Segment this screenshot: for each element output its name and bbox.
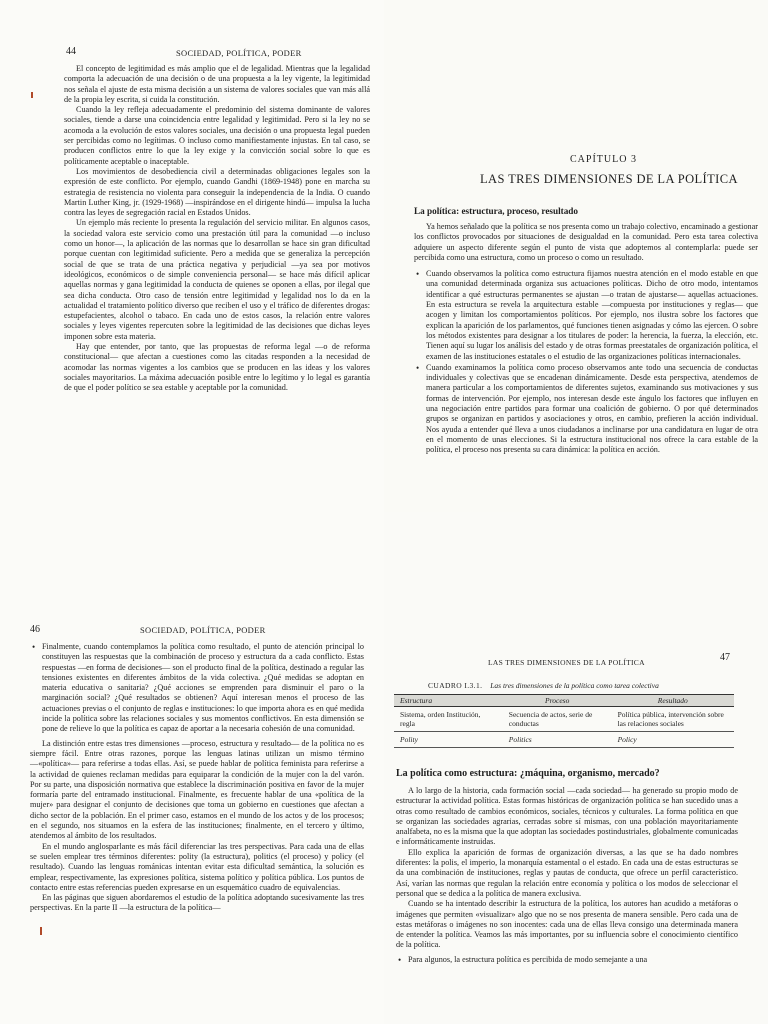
paragraph: El concepto de legitimidad es más amplio que el de legalidad. Mientras que la legalidad comporta la adecuación de una decisión o de una propuesta a la ley vigente, la legitimidad nos señala el ajuste de esta misma decisión a un sistema de valores sociales que van más allá de la propia ley escrita, si cuida la constitución.	[64, 64, 370, 104]
bullet-list	[30, 642, 364, 735]
bullet-list	[414, 269, 758, 455]
page-46	[0, 512, 384, 1024]
page-number: 47	[720, 652, 730, 663]
table-label: CUADRO I.3.1.	[428, 681, 483, 690]
margin-mark	[31, 92, 33, 98]
chapter-label: CAPÍTULO 3	[570, 154, 637, 165]
column-header: Estructura	[394, 695, 503, 707]
running-head: SOCIEDAD, POLÍTICA, PODER	[140, 625, 266, 635]
page-body	[396, 786, 738, 966]
bullet-list	[396, 955, 738, 965]
table-cell: Policy	[612, 732, 734, 748]
paragraph: Cuando la ley refleja adecuadamente el predominio del sistema dominante de valores sociales, tiende a darse una coincidencia entre legalidad y legitimidad. Pero si la ley no se acomoda a la evolución de estos valores sociales, una decisión o una propuesta legal pueden ser percibidas como no legítimas. O incluso como manifiestamente injustas. En tal caso, se producen conflictos entre lo que la ley exige y la convicción social sobre lo que es políticamente aceptable o inaceptable.	[64, 105, 370, 166]
table-title: Las tres dimensiones de la política como tarea colectiva	[490, 681, 659, 690]
paragraph: A lo largo de la historia, cada formación social —cada sociedad— ha generado su propio modo de estructurar la actividad política. Estas formas históricas de organización política se han sucedido unas a otras como resultado de cambios económicos, sociales, técnicos y culturales. La forma política en que se organizan las sociedades agrarias, cerradas sobre sí mismas, con una población mayoritariamente analfabeta, no es la misma que la que adoptan las sociedades postindustriales, globalmente comunicadas e informáticamente instruidas.	[396, 786, 738, 847]
table-cell: Politics	[503, 732, 612, 748]
paragraph: Hay que entender, por tanto, que las propuestas de reforma legal —o de reforma constitucional— que afectan a cuestiones como las citadas responden a la necesidad de acomodar las normas vigentes a los cambios que se producen en las ideas y los valores sociales mayoritarios. La máxima adecuación posible entre lo legítimo y lo legal es garantía de que el poder político se sea estable y aceptable por la comunidad.	[64, 342, 370, 393]
paragraph: Cuando se ha intentado describir la estructura de la política, los autores han acudido a metáforas o imágenes que permiten «visualizar» algo que no se nos presenta de manera sensible. Pero cada una de estas metáforas o imágenes no son inocentes: cada una de ellas lleva consigo una determinada manera de entender la política. Veamos las más importantes, por su influencia sobre el conocimiento científico de la política.	[396, 899, 738, 950]
list-item: • Para algunos, la estructura política es percibida de modo semejante a una	[408, 955, 738, 965]
section-title: La política como estructura: ¿máquina, organismo, mercado?	[396, 768, 660, 779]
paragraph: Los movimientos de desobediencia civil a determinadas obligaciones legales son la expresión de este conflicto. Por ejemplo, cuando Gandhi (1869-1948) pone en marcha su estrategia de resistencia no violenta para conseguir la independencia de la India. O cuando Martin Luther King, jr. (1929-1968) —inspirándose en el dirigente hindú— impulsa la lucha contra las leyes de segregación racial en Estados Unidos.	[64, 166, 370, 218]
table-cell: Política pública, intervención sobre las relaciones sociales	[612, 707, 734, 732]
page-number: 44	[66, 46, 76, 57]
chapter-title: LAS TRES DIMENSIONES DE LA POLÍTICA	[480, 172, 738, 186]
page-body	[414, 222, 758, 457]
section-title: La política: estructura, proceso, resultado	[414, 206, 578, 216]
page-body	[30, 642, 364, 914]
paragraph: Un ejemplo más reciente lo presenta la regulación del servicio militar. En algunos casos, la sociedad valora este servicio como una prestación útil para la comunidad —o incluso como un honor—, la aplicación de las normas que lo desarrollan se hace sin gran dificultad porque cuentan con legitimidad suficiente. Pero a medida que se generaliza la percepción social de que se trata de una práctica negativa y perjudicial —ya sea por motivos ideológicos, económicos o de simple conveniencia personal— se hace más difícil aplicar aquellas normas y gana legitimidad la conducta de quienes se oponen a ellas, por ilegal que sea dicha conducta. Otro caso de tensión entre legitimidad y legalidad nos lo da en la actualidad el tratamiento político diverso que reciben el uso y el tráfico de diferentes drogas: estupefacientes, alcohol o tabaco. En cada uno de estos casos, la relación entre valores sociales y leyes vigentes repercuten sobre la legitimidad de las decisiones que dichas leyes imponen sobre esta materia.	[64, 218, 370, 341]
table-caption	[428, 681, 659, 690]
page-number: 46	[30, 624, 40, 635]
table-cell: Sistema, orden Institución, regla	[394, 707, 503, 732]
paragraph: Ya hemos señalado que la política se nos presenta como un trabajo colectivo, encaminado a gestionar los conflictos provocados por situaciones de desigualdad en la comunidad. Pero esta tarea colectiva adquiere un aspecto diferente según el punto de vista que adoptemos al contemplarla: puede ser percibida como una estructura, como un proceso o como un resultado.	[414, 222, 758, 262]
list-item: • Cuando observamos la política como estructura fijamos nuestra atención en el modo estable en que una comunidad determinada organiza sus actuaciones políticas. Dicho de otro modo, intentamos identificar a qué estructuras permanentes se ajustan —o tratan de ajustarse— aquellas actuaciones. En esta estructura se revela la arquitectura estable —compuesta por instituciones y reglas— que acogen y limitan los comportamientos políticos. Por ejemplo, nos ilustra sobre los factores que explican la aparición de los parlamentos, qué funciones tienen asignadas y cómo las ejercen. O sobre los métodos existentes para designar a los titulares de poder: la herencia, la fuerza, la elección, etc. Tienen aquí su lugar los análisis del estado y de otras formas preestatales de organización política, el examen de las instituciones estatales o el estudio de las organizaciones políticas internacionales.	[426, 269, 758, 362]
page-body	[64, 64, 370, 394]
margin-mark	[40, 927, 42, 935]
dimensions-table	[394, 694, 734, 748]
running-head: LAS TRES DIMENSIONES DE LA POLÍTICA	[488, 658, 645, 667]
paragraph: En las páginas que siguen abordaremos el estudio de la política adoptando sucesivamente las tres perspectivas. En la parte II —la estructura de la política—	[30, 893, 364, 913]
list-item: • Cuando examinamos la política como proceso observamos ante todo una secuencia de conductas individuales y colectivas que se encadenan dinámicamente. Desde esta perspectiva, atendemos de manera particular a los comportamientos de diferentes sujetos, examinando sus motivaciones y sus formas de intervención. Por ejemplo, nos interesan desde este ángulo los factores que influyen en una negociación entre partidos para formar una coalición de gobierno. O por qué determinados grupos se organizan en partidos y asociaciones y otros, en cambio, prefieren la acción individual. Nos ayuda a entender qué lleva a unos ciudadanos a inclinarse por una candidatura en lugar de otra en el momento de unas elecciones. Si la estructura institucional nos ofrece la cara estable de la política, el proceso nos presenta su cara dinámica: la política en acción.	[426, 363, 758, 456]
page-47	[384, 512, 768, 1024]
paragraph: En el mundo anglosparlante es más fácil diferenciar las tres perspectivas. Para cada una de ellas se suelen emplear tres términos diferentes: polity (la estructura), politics (el proceso) y policy (el resultado). Cuando las lenguas románicas intentan evitar esta dificultad semántica, la solución es emplear, respectivamente, las expresiones política, sistema político y política pública. Los puntos de contacto entre estas referencias pueden expresarse en un esquemático cuadro de equivalencias.	[30, 841, 364, 892]
page-45	[384, 0, 768, 512]
list-item: • Finalmente, cuando contemplamos la política como resultado, el punto de atención principal lo constituyen las respuestas que la combinación de proceso y estructura da a cada conflicto. Estas respuestas —en forma de decisiones— son el producto final de la política, destinado a regular las tensiones existentes en diferentes ámbitos de la vida colectiva. ¿Qué medidas se adoptan en materia educativa o sanitaria? ¿Qué acciones se emprenden para disminuir el paro o la marginación social? ¿Qué resultados se obtienen? Aquí interesan menos el proceso de las actuaciones previas o el conjunto de reglas e instituciones: lo que importa ahora es en qué medida incide la política sobre las relaciones sociales y sus momentos conflictivos. En esta dimensión se pone de relieve lo que la política es capaz de aportar a la necesaria cohesión de una comunidad.	[42, 642, 364, 735]
column-header: Resultado	[612, 695, 734, 707]
table-header-row	[394, 695, 734, 707]
table-row	[394, 707, 734, 732]
table-cell: Polity	[394, 732, 503, 748]
page-44	[0, 0, 384, 512]
table-row	[394, 732, 734, 748]
paragraph: La distinción entre estas tres dimensiones —proceso, estructura y resultado— de la política no es siempre fácil. Entre otras razones, porque las lenguas latinas utilizan un mismo término —«política»— para referirse a todas ellas. Así, se puede hablar de política feminista para referirse a la actividad de quienes reclaman medidas para equiparar la condición de la mujer con la del varón. Por su parte, una disposición normativa que establece la discriminación positiva en favor de la mujer formaría parte del entramado institucional. Finalmente, es frecuente hablar de una «política de la mujer» para designar el conjunto de decisiones que toma un gobierno en cuestiones que afectan a dicho sector de la población. En el primer caso, estamos en el mundo de los actos y de los procesos; en el segundo, nos situamos en la esfera de las instituciones; finalmente, en el tercero y último, atendemos al ámbito de los resultados.	[30, 738, 364, 841]
table-cell: Secuencia de actos, serie de conductas	[503, 707, 612, 732]
column-header: Proceso	[503, 695, 612, 707]
paragraph: Ello explica la aparición de formas de organización diversas, a las que se ha dado nombres diferentes: la polis, el imperio, la monarquía estamental o el estado. En cada una de estas estructuras se da una combinación de instituciones, reglas y pautas de conducta, que ofrece un perfil característico. Así, varían las normas que regulan la relación entre economía y política o los modos de seleccionar el personal que se dedica a la política de manera exclusiva.	[396, 847, 738, 898]
running-head: SOCIEDAD, POLÍTICA, PODER	[176, 48, 302, 58]
